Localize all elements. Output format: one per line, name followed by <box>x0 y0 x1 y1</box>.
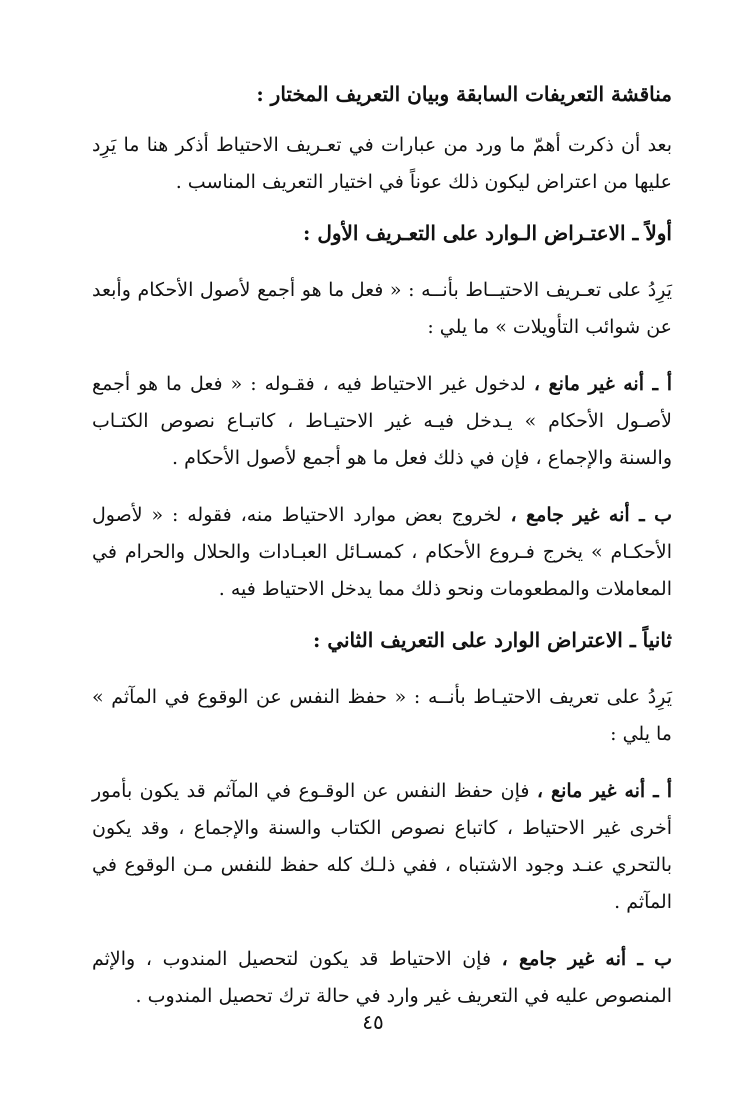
point-label: ب ـ أنه غير جامع ، <box>501 948 672 970</box>
page-number: ٤٥ <box>362 1010 384 1034</box>
second-objection-heading: ثانياً ـ الاعتراض الوارد على التعريف الثاني : <box>312 628 672 652</box>
intro-paragraph: بعد أن ذكرت أهمّ ما ورد من عبارات في تعـريف الاحتياط أذكر هنا ما يَرِد عليها من اعتراض ليكون ذلك عوناً في اختيار التعريف المناسب . <box>92 134 672 193</box>
second-objection-intro: يَرِدُ على تعريف الاحتيـاط بأنــه : « حفظ النفس عن الوقوع في المآثم » ما يلي : <box>92 686 672 745</box>
point-label: أ ـ أنه غير مانع ، <box>536 780 672 802</box>
page-content <box>92 76 672 1015</box>
point-text: فإن حفظ النفس عن الوقـوع في المآثم قد يكون بأمور أخرى غير الاحتياط ، كاتباع نصوص الكتاب والسنة والإجماع ، وقد يكون بالتحري عنـد وجود الاشتباه ، ففي ذلـك كله حفظ للنفس مـن الوقوع في المآثم . <box>92 780 672 913</box>
section-heading: مناقشة التعريفات السابقة وبيان التعريف المختار : <box>256 82 672 106</box>
point-text: لخروج بعض موارد الاحتياط منه، فقوله : « لأصول الأحكـام » يخرج فـروع الأحكام ، كمسـائل العبـادات والحلال والحرام في المعاملات والمطعومات ونحو ذلك مما يدخل الاحتياط فيه . <box>92 504 672 600</box>
second-objection-point-b <box>92 941 672 1015</box>
point-text: لدخول غير الاحتياط فيه ، فقـوله : « فعل ما هو أجمع لأصـول الأحكام » يـدخل فيـه غير الاحتيـاط ، كاتبـاع نصوص الكتـاب والسنة والإجماع ، فإن في ذلك فعل ما هو أجمع لأصول الأحكام . <box>92 373 672 469</box>
point-text: فإن الاحتياط قد يكون لتحصيل المندوب ، والإثم المنصوص عليه في التعريف غير وارد في حالة ترك تحصيل المندوب . <box>92 948 672 1007</box>
first-objection-point-b <box>92 497 672 608</box>
point-label: أ ـ أنه غير مانع ، <box>533 373 672 395</box>
first-objection-heading: أولاً ـ الاعتـراض الـوارد على التعـريف الأول : <box>302 221 672 245</box>
point-label: ب ـ أنه غير جامع ، <box>510 504 673 526</box>
first-objection-intro: يَرِدُ على تعـريف الاحتيــاط بأنــه : « فعل ما هو أجمع لأصول الأحكام وأبعد عن شوائب التأويلات » ما يلي : <box>92 279 672 338</box>
second-objection-point-a <box>92 773 672 921</box>
first-objection-point-a <box>92 366 672 477</box>
